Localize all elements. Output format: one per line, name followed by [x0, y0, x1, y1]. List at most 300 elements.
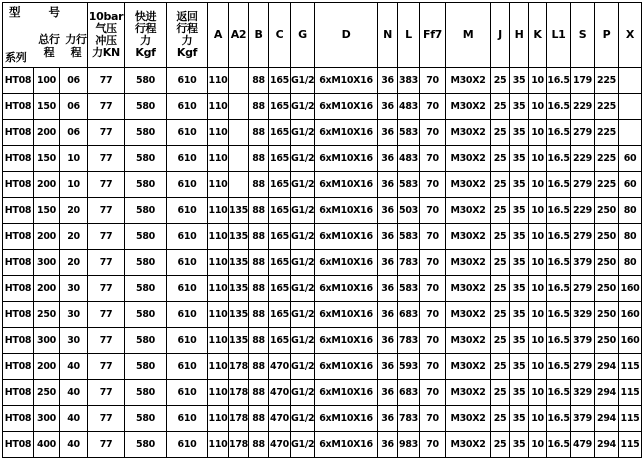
cell-pressure: 77	[88, 406, 125, 432]
cell-fast-force: 580	[125, 276, 167, 302]
cell-force-stroke: 40	[60, 380, 88, 406]
cell-d: 6xM10X16	[315, 94, 378, 120]
cell-a2: 135	[229, 250, 249, 276]
cell-d: 6xM10X16	[315, 354, 378, 380]
cell-c: 470	[269, 380, 291, 406]
cell-l1: 16.5	[547, 94, 571, 120]
cell-h: 35	[510, 432, 529, 458]
cell-series: HT08	[3, 198, 34, 224]
cell-d: 6xM10X16	[315, 250, 378, 276]
cell-l1: 16.5	[547, 406, 571, 432]
cell-total-stroke: 150	[34, 146, 60, 172]
cell-series: HT08	[3, 328, 34, 354]
cell-k: 10	[529, 224, 547, 250]
cell-a2: 135	[229, 198, 249, 224]
cell-d: 6xM10X16	[315, 68, 378, 94]
cell-series: HT08	[3, 224, 34, 250]
cell-total-stroke: 250	[34, 302, 60, 328]
cell-force-stroke: 10	[60, 172, 88, 198]
cell-return-force: 610	[167, 146, 208, 172]
cell-h: 35	[510, 198, 529, 224]
cell-l1: 16.5	[547, 302, 571, 328]
col-header-l1: L1	[547, 3, 571, 68]
table-row	[3, 432, 642, 458]
table-row	[3, 276, 642, 302]
fast-force-header: 快进 行程 力 Kgf	[125, 3, 167, 68]
cell-fast-force: 580	[125, 94, 167, 120]
cell-n: 36	[378, 302, 398, 328]
cell-p: 250	[595, 198, 619, 224]
cell-j: 25	[491, 172, 510, 198]
cell-return-force: 610	[167, 94, 208, 120]
cell-c: 165	[269, 328, 291, 354]
cell-h: 35	[510, 406, 529, 432]
cell-x: 160	[619, 328, 642, 354]
cell-l: 683	[398, 302, 420, 328]
cell-m: M30X2	[446, 276, 491, 302]
table-row	[3, 120, 642, 146]
cell-p: 250	[595, 224, 619, 250]
cell-n: 36	[378, 406, 398, 432]
cell-m: M30X2	[446, 68, 491, 94]
cell-pressure: 77	[88, 302, 125, 328]
table-row	[3, 328, 642, 354]
cell-b: 88	[249, 302, 269, 328]
cell-ff7: 70	[420, 276, 446, 302]
cell-n: 36	[378, 276, 398, 302]
cell-h: 35	[510, 276, 529, 302]
cell-b: 88	[249, 432, 269, 458]
cell-p: 225	[595, 146, 619, 172]
cell-c: 165	[269, 302, 291, 328]
cell-b: 88	[249, 406, 269, 432]
cell-g: G1/2	[291, 302, 315, 328]
cell-n: 36	[378, 328, 398, 354]
cell-l: 783	[398, 406, 420, 432]
cell-a: 110	[208, 250, 229, 276]
cell-a2: 178	[229, 406, 249, 432]
cell-g: G1/2	[291, 94, 315, 120]
cell-pressure: 77	[88, 146, 125, 172]
cell-g: G1/2	[291, 406, 315, 432]
cell-l: 783	[398, 328, 420, 354]
cell-a: 110	[208, 354, 229, 380]
cell-force-stroke: 10	[60, 146, 88, 172]
cell-l: 593	[398, 354, 420, 380]
total-stroke-label: 总行 程	[38, 33, 60, 59]
cell-m: M30X2	[446, 120, 491, 146]
cell-ff7: 70	[420, 68, 446, 94]
cell-fast-force: 580	[125, 120, 167, 146]
cell-fast-force: 580	[125, 354, 167, 380]
cell-l: 783	[398, 250, 420, 276]
cell-l1: 16.5	[547, 354, 571, 380]
cell-g: G1/2	[291, 68, 315, 94]
cell-x	[619, 68, 642, 94]
cell-a2: 135	[229, 224, 249, 250]
cell-ff7: 70	[420, 198, 446, 224]
cell-c: 165	[269, 94, 291, 120]
cell-g: G1/2	[291, 276, 315, 302]
cell-p: 294	[595, 354, 619, 380]
cell-a: 110	[208, 198, 229, 224]
cell-return-force: 610	[167, 224, 208, 250]
spec-table-body	[3, 68, 642, 458]
cell-l1: 16.5	[547, 224, 571, 250]
cell-h: 35	[510, 68, 529, 94]
cell-l: 683	[398, 380, 420, 406]
cell-s: 379	[571, 250, 595, 276]
cell-l1: 16.5	[547, 380, 571, 406]
cell-c: 470	[269, 406, 291, 432]
cell-b: 88	[249, 198, 269, 224]
cell-m: M30X2	[446, 328, 491, 354]
cell-force-stroke: 40	[60, 406, 88, 432]
table-row	[3, 302, 642, 328]
cell-total-stroke: 250	[34, 380, 60, 406]
cell-a2: 135	[229, 302, 249, 328]
cell-force-stroke: 40	[60, 354, 88, 380]
cell-force-stroke: 30	[60, 276, 88, 302]
cell-k: 10	[529, 302, 547, 328]
cell-x	[619, 94, 642, 120]
cell-total-stroke: 200	[34, 172, 60, 198]
cell-m: M30X2	[446, 406, 491, 432]
cell-s: 229	[571, 146, 595, 172]
cell-b: 88	[249, 380, 269, 406]
cell-k: 10	[529, 432, 547, 458]
cell-fast-force: 580	[125, 328, 167, 354]
cell-s: 279	[571, 120, 595, 146]
cell-j: 25	[491, 68, 510, 94]
cell-b: 88	[249, 94, 269, 120]
cell-n: 36	[378, 172, 398, 198]
cell-series: HT08	[3, 68, 34, 94]
cell-k: 10	[529, 172, 547, 198]
cell-l1: 16.5	[547, 328, 571, 354]
cell-fast-force: 580	[125, 198, 167, 224]
cell-l1: 16.5	[547, 198, 571, 224]
cell-d: 6xM10X16	[315, 302, 378, 328]
cell-p: 250	[595, 328, 619, 354]
cell-j: 25	[491, 146, 510, 172]
cell-n: 36	[378, 120, 398, 146]
cell-j: 25	[491, 224, 510, 250]
cell-h: 35	[510, 380, 529, 406]
cell-series: HT08	[3, 380, 34, 406]
cell-b: 88	[249, 146, 269, 172]
cell-total-stroke: 400	[34, 432, 60, 458]
col-header-ff7: Ff7	[420, 3, 446, 68]
cell-l1: 16.5	[547, 120, 571, 146]
cell-l1: 16.5	[547, 432, 571, 458]
cell-k: 10	[529, 354, 547, 380]
return-force-header: 返回 行程 力 Kgf	[167, 3, 208, 68]
cell-series: HT08	[3, 146, 34, 172]
col-header-j: J	[491, 3, 510, 68]
cell-p: 225	[595, 94, 619, 120]
cell-n: 36	[378, 354, 398, 380]
cell-m: M30X2	[446, 302, 491, 328]
cell-h: 35	[510, 94, 529, 120]
cell-s: 279	[571, 224, 595, 250]
col-header-x: X	[619, 3, 642, 68]
cell-d: 6xM10X16	[315, 120, 378, 146]
cell-a: 110	[208, 276, 229, 302]
cell-m: M30X2	[446, 146, 491, 172]
cell-d: 6xM10X16	[315, 406, 378, 432]
cell-a2	[229, 146, 249, 172]
cell-a2	[229, 94, 249, 120]
cell-series: HT08	[3, 250, 34, 276]
cell-ff7: 70	[420, 172, 446, 198]
cell-ff7: 70	[420, 302, 446, 328]
cell-l1: 16.5	[547, 276, 571, 302]
cell-return-force: 610	[167, 380, 208, 406]
cell-pressure: 77	[88, 354, 125, 380]
cell-a: 110	[208, 302, 229, 328]
cell-k: 10	[529, 198, 547, 224]
cell-force-stroke: 40	[60, 432, 88, 458]
cell-fast-force: 580	[125, 406, 167, 432]
cell-pressure: 77	[88, 276, 125, 302]
cell-return-force: 610	[167, 406, 208, 432]
cell-force-stroke: 06	[60, 68, 88, 94]
cell-x: 80	[619, 250, 642, 276]
cell-l1: 16.5	[547, 250, 571, 276]
cell-s: 379	[571, 406, 595, 432]
cell-s: 279	[571, 354, 595, 380]
cell-total-stroke: 300	[34, 250, 60, 276]
cell-h: 35	[510, 302, 529, 328]
cell-fast-force: 580	[125, 146, 167, 172]
cell-s: 179	[571, 68, 595, 94]
cell-x: 60	[619, 146, 642, 172]
cell-n: 36	[378, 198, 398, 224]
cell-x: 80	[619, 224, 642, 250]
cell-p: 294	[595, 432, 619, 458]
cell-h: 35	[510, 120, 529, 146]
col-header-k: K	[529, 3, 547, 68]
cell-b: 88	[249, 224, 269, 250]
cell-l: 483	[398, 146, 420, 172]
cell-x: 115	[619, 432, 642, 458]
cell-force-stroke: 20	[60, 198, 88, 224]
col-header-g: G	[291, 3, 315, 68]
cell-s: 279	[571, 172, 595, 198]
cell-pressure: 77	[88, 432, 125, 458]
cell-c: 165	[269, 68, 291, 94]
col-header-a: A	[208, 3, 229, 68]
cell-k: 10	[529, 250, 547, 276]
cell-series: HT08	[3, 172, 34, 198]
cell-g: G1/2	[291, 354, 315, 380]
cell-n: 36	[378, 68, 398, 94]
cell-c: 470	[269, 432, 291, 458]
spec-table	[2, 2, 642, 458]
cell-total-stroke: 100	[34, 68, 60, 94]
cell-x: 115	[619, 380, 642, 406]
cell-l: 583	[398, 120, 420, 146]
cell-m: M30X2	[446, 94, 491, 120]
cell-return-force: 610	[167, 302, 208, 328]
cell-force-stroke: 06	[60, 94, 88, 120]
cell-g: G1/2	[291, 172, 315, 198]
cell-total-stroke: 200	[34, 224, 60, 250]
cell-m: M30X2	[446, 354, 491, 380]
cell-n: 36	[378, 250, 398, 276]
cell-a2	[229, 120, 249, 146]
cell-d: 6xM10X16	[315, 328, 378, 354]
cell-return-force: 610	[167, 120, 208, 146]
cell-k: 10	[529, 68, 547, 94]
cell-j: 25	[491, 406, 510, 432]
cell-l1: 16.5	[547, 172, 571, 198]
cell-g: G1/2	[291, 198, 315, 224]
cell-k: 10	[529, 94, 547, 120]
cell-total-stroke: 150	[34, 94, 60, 120]
cell-k: 10	[529, 276, 547, 302]
cell-a: 110	[208, 406, 229, 432]
cell-d: 6xM10X16	[315, 198, 378, 224]
table-row	[3, 354, 642, 380]
col-header-n: N	[378, 3, 398, 68]
cell-total-stroke: 200	[34, 120, 60, 146]
cell-b: 88	[249, 276, 269, 302]
cell-k: 10	[529, 328, 547, 354]
cell-m: M30X2	[446, 198, 491, 224]
cell-p: 250	[595, 302, 619, 328]
cell-h: 35	[510, 328, 529, 354]
cell-pressure: 77	[88, 328, 125, 354]
cell-ff7: 70	[420, 406, 446, 432]
cell-l: 503	[398, 198, 420, 224]
cell-c: 165	[269, 276, 291, 302]
cell-l: 483	[398, 94, 420, 120]
cell-x	[619, 120, 642, 146]
cell-fast-force: 580	[125, 172, 167, 198]
cell-j: 25	[491, 328, 510, 354]
cell-g: G1/2	[291, 432, 315, 458]
cell-series: HT08	[3, 120, 34, 146]
cell-ff7: 70	[420, 146, 446, 172]
cell-fast-force: 580	[125, 224, 167, 250]
cell-series: HT08	[3, 354, 34, 380]
cell-ff7: 70	[420, 120, 446, 146]
cell-pressure: 77	[88, 224, 125, 250]
cell-h: 35	[510, 146, 529, 172]
cell-total-stroke: 300	[34, 406, 60, 432]
cell-n: 36	[378, 224, 398, 250]
cell-j: 25	[491, 276, 510, 302]
cell-c: 165	[269, 250, 291, 276]
cell-b: 88	[249, 120, 269, 146]
cell-b: 88	[249, 354, 269, 380]
cell-c: 165	[269, 172, 291, 198]
cell-total-stroke: 200	[34, 276, 60, 302]
cell-p: 294	[595, 406, 619, 432]
cell-a2: 178	[229, 432, 249, 458]
cell-c: 165	[269, 198, 291, 224]
cell-l: 583	[398, 224, 420, 250]
cell-a2	[229, 68, 249, 94]
cell-j: 25	[491, 302, 510, 328]
cell-pressure: 77	[88, 380, 125, 406]
cell-d: 6xM10X16	[315, 432, 378, 458]
table-row	[3, 380, 642, 406]
cell-l: 383	[398, 68, 420, 94]
table-row	[3, 224, 642, 250]
cell-ff7: 70	[420, 354, 446, 380]
cell-p: 294	[595, 380, 619, 406]
cell-force-stroke: 30	[60, 302, 88, 328]
table-row	[3, 198, 642, 224]
cell-ff7: 70	[420, 328, 446, 354]
cell-k: 10	[529, 146, 547, 172]
cell-h: 35	[510, 354, 529, 380]
table-row	[3, 146, 642, 172]
cell-ff7: 70	[420, 94, 446, 120]
cell-d: 6xM10X16	[315, 380, 378, 406]
series-label: 系列	[5, 51, 27, 64]
table-row	[3, 172, 642, 198]
cell-d: 6xM10X16	[315, 276, 378, 302]
cell-series: HT08	[3, 94, 34, 120]
cell-j: 25	[491, 380, 510, 406]
cell-pressure: 77	[88, 198, 125, 224]
cell-series: HT08	[3, 302, 34, 328]
cell-s: 379	[571, 328, 595, 354]
cell-b: 88	[249, 68, 269, 94]
cell-a: 110	[208, 120, 229, 146]
cell-g: G1/2	[291, 120, 315, 146]
cell-pressure: 77	[88, 68, 125, 94]
cell-h: 35	[510, 172, 529, 198]
cell-fast-force: 580	[125, 250, 167, 276]
cell-j: 25	[491, 432, 510, 458]
cell-k: 10	[529, 406, 547, 432]
cell-j: 25	[491, 198, 510, 224]
cell-total-stroke: 300	[34, 328, 60, 354]
cell-force-stroke: 30	[60, 328, 88, 354]
cell-fast-force: 580	[125, 68, 167, 94]
cell-h: 35	[510, 224, 529, 250]
cell-s: 479	[571, 432, 595, 458]
cell-a2: 135	[229, 276, 249, 302]
cell-m: M30X2	[446, 250, 491, 276]
cell-k: 10	[529, 380, 547, 406]
cell-force-stroke: 20	[60, 250, 88, 276]
cell-ff7: 70	[420, 432, 446, 458]
cell-c: 470	[269, 354, 291, 380]
cell-c: 165	[269, 224, 291, 250]
table-row	[3, 406, 642, 432]
cell-a: 110	[208, 380, 229, 406]
cell-return-force: 610	[167, 354, 208, 380]
cell-x: 115	[619, 354, 642, 380]
cell-p: 225	[595, 120, 619, 146]
cell-a2	[229, 172, 249, 198]
model-label: 型 号	[9, 5, 73, 19]
cell-total-stroke: 200	[34, 354, 60, 380]
cell-return-force: 610	[167, 328, 208, 354]
cell-a: 110	[208, 328, 229, 354]
col-header-b: B	[249, 3, 269, 68]
cell-g: G1/2	[291, 224, 315, 250]
cell-p: 225	[595, 172, 619, 198]
cell-pressure: 77	[88, 94, 125, 120]
cell-fast-force: 580	[125, 380, 167, 406]
